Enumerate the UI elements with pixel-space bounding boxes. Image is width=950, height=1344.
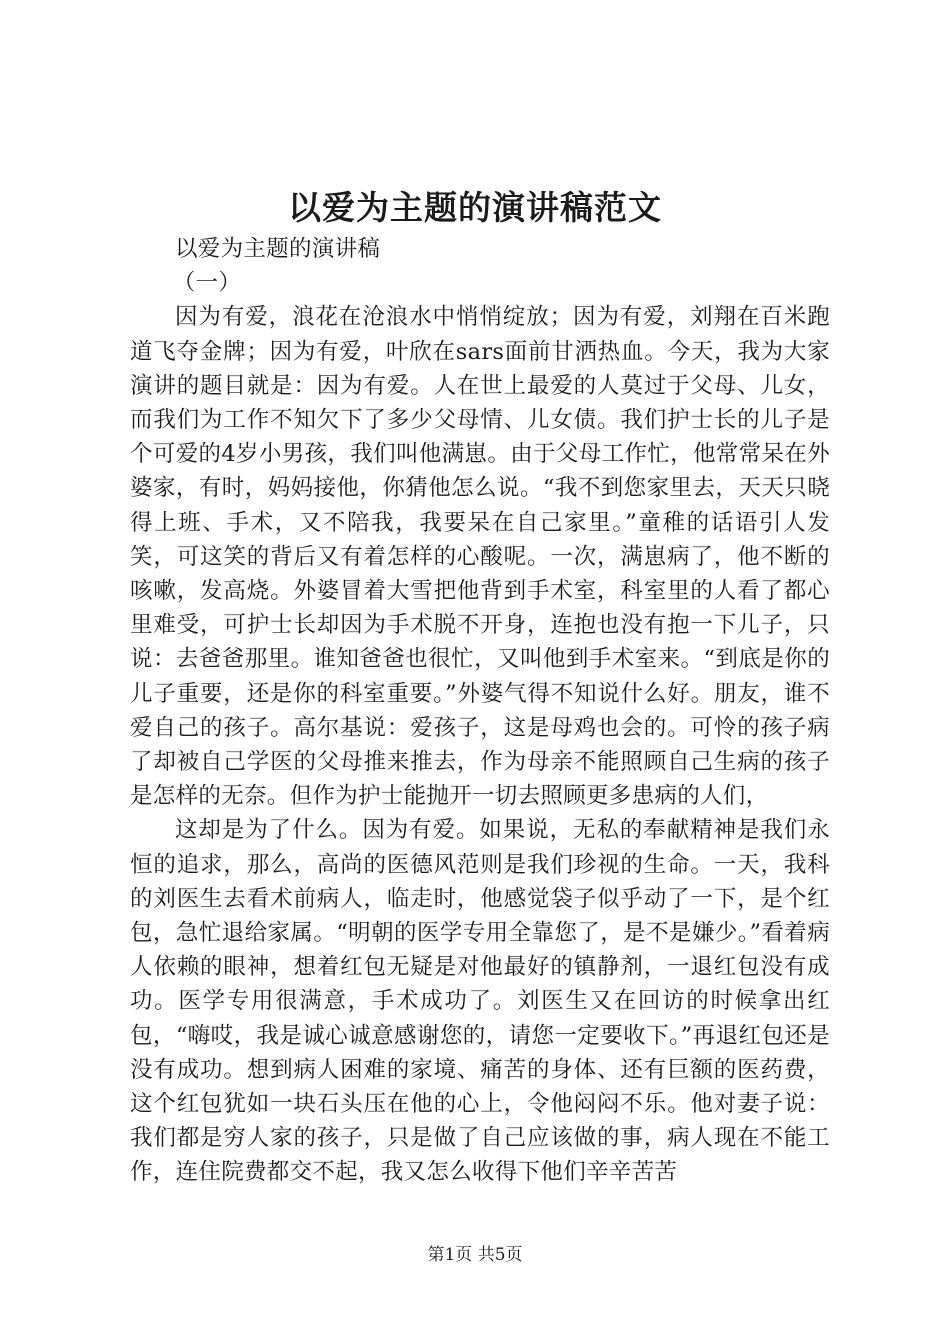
- document-body: [130, 232, 830, 1190]
- body-paragraph-2: 这却是为了什么。因为有爱。如果说，无私的奉献精神是我们永恒的追求，那么，高尚的医德风范则是我们珍视的生命。一天，我科的刘医生去看术前病人，临走时，他感觉袋子似乎动了一下，是个红包，急忙退给家属。“明朝的医学专用全靠您了，是不是嫌少。”看着病人依赖的眼神，想着红包无疑是对他最好的镇静剂，一退红包没有成功。医学专用很满意，手术成功了。刘医生又在回访的时候拿出红包，“嗨哎，我是诚心诚意感谢您的，请您一定要收下。”再退红包还是没有成功。想到病人困难的家境、痛苦的身体、还有巨额的医药费，这个红包犹如一块石头压在他的心上，令他闷闷不乐。他对妻子说：我们都是穷人家的孩子，只是做了自己应该做的事，病人现在不能工作，连住院费都交不起，我又怎么收得下他们辛辛苦苦: [130, 817, 830, 1186]
- page-number-footer: 第1页 共5页: [427, 1245, 523, 1265]
- section-marker: （一）: [172, 270, 242, 297]
- document-subtitle: 以爱为主题的演讲稿: [175, 236, 381, 262]
- document-title: 以爱为主题的演讲稿范文: [288, 188, 662, 227]
- body-paragraph-1: 因为有爱，浪花在沧浪水中悄悄绽放；因为有爱，刘翔在百米跑道飞夺金牌；因为有爱，叶欣在sars面前甘洒热血。今天，我为大家演讲的题目就是：因为有爱。人在世上最爱的人莫过于父母、儿女，而我们为工作不知欠下了多少父母情、儿女债。我们护士长的儿子是个可爱的4岁小男孩，我们叫他满崽。由于父母工作忙，他常常呆在外婆家，有时，妈妈接他，你猜他怎么说。“我不到您家里去，天天只晓得上班、手术，又不陪我，我要呆在自己家里。”童稚的话语引人发笑，可这笑的背后又有着怎样的心酸呢。一次，满崽病了，他不断的咳嗽，发高烧。外婆冒着大雪把他背到手术室，科室里的人看了都心里难受，可护士长却因为手术脱不开身，连抱也没有抱一下儿子，只说：去爸爸那里。谁知爸爸也很忙，又叫他到手术室来。“到底是你的儿子重要，还是你的科室重要。”外婆气得不知说什么好。朋友，谁不爱自己的孩子。高尔基说：爱孩子，这是母鸡也会的。可怜的孩子病了却被自己学医的父母推来推去，作为母亲不能照顾自己生病的孩子是怎样的无奈。但作为护士能抛开一切去照顾更多患病的人们，: [130, 304, 830, 810]
